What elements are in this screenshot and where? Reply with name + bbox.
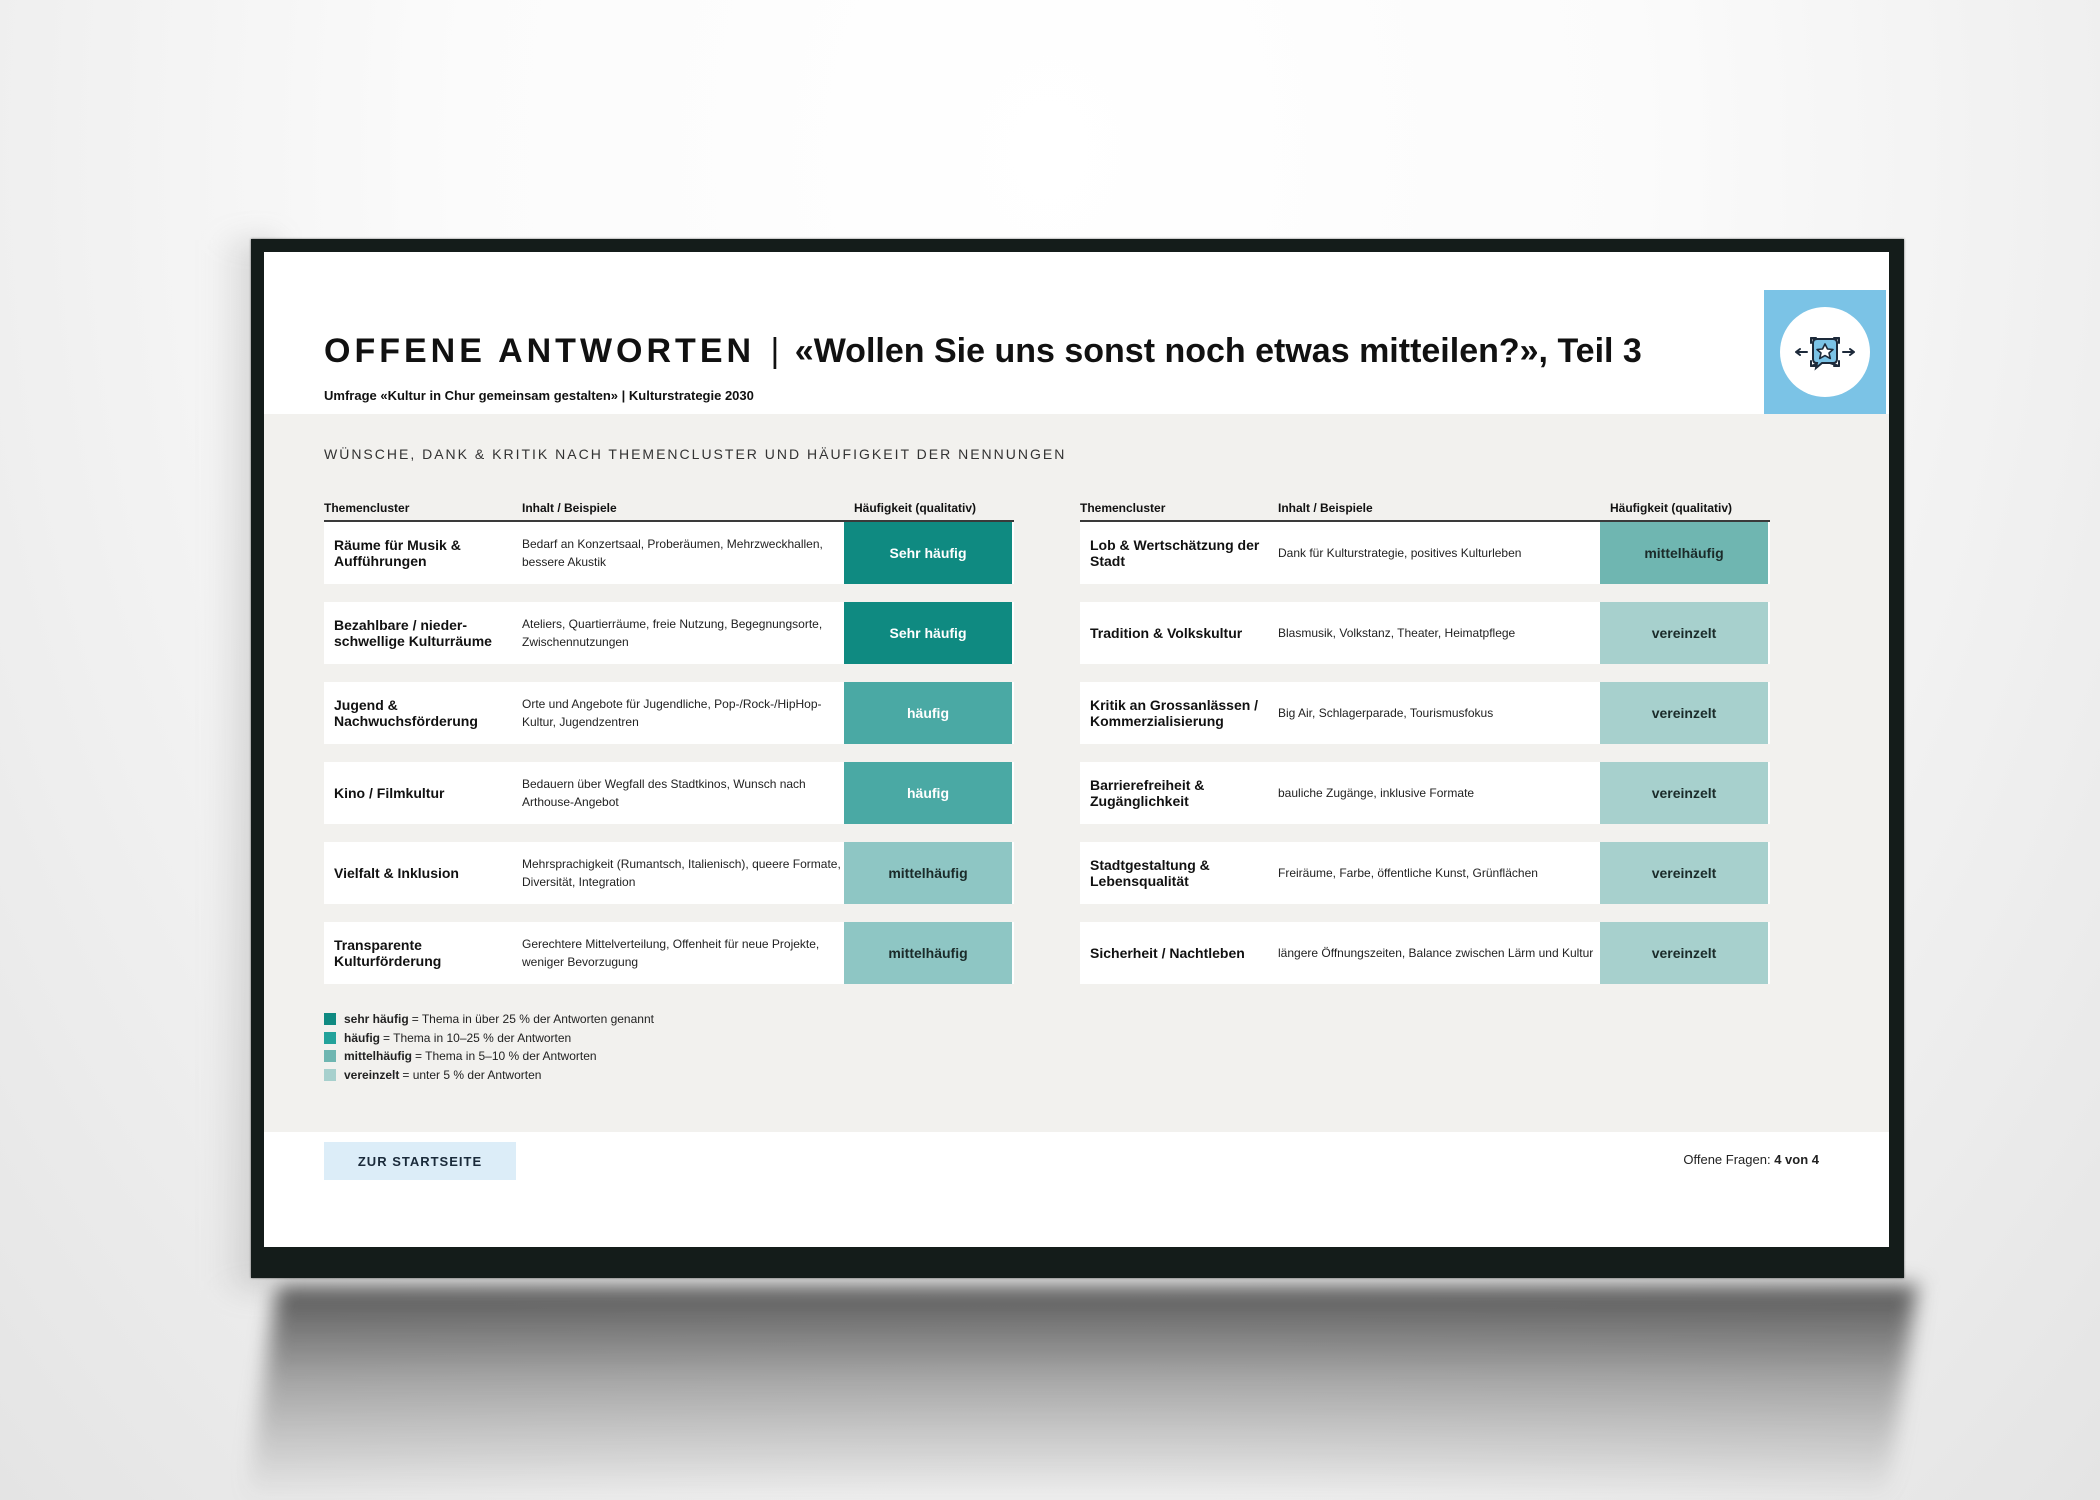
- table-row: [1080, 922, 1770, 984]
- frequency-cell: vereinzelt: [1600, 922, 1768, 984]
- slide-header: [264, 252, 1889, 414]
- table-row: [324, 602, 1014, 664]
- row-description: Gerechtere Mittelverteilung, Offenheit für neue Projekte, weniger Bevorzugung: [522, 937, 820, 969]
- frequency-cell: Sehr häufig: [844, 522, 1012, 584]
- badge-circle: [1780, 307, 1870, 397]
- legend-text: = unter 5 % der Antworten: [402, 1067, 542, 1082]
- row-description: Freiräume, Farbe, öffentliche Kunst, Grünflächen: [1278, 866, 1538, 880]
- right-table-body: [1080, 522, 1770, 984]
- legend-text: = Thema in 5–10 % der Antworten: [415, 1049, 597, 1064]
- col-topic-header: Themencluster: [324, 501, 410, 515]
- frequency-cell: vereinzelt: [1600, 602, 1768, 664]
- legend-label: sehr häufig: [344, 1012, 409, 1027]
- row-description: Blasmusik, Volkstanz, Theater, Heimatpflege: [1278, 626, 1516, 640]
- row-topic: Transparente Kulturförderung: [334, 937, 442, 969]
- frequency-cell: mittelhäufig: [1600, 522, 1768, 584]
- frequency-cell: häufig: [844, 762, 1012, 824]
- row-description: bauliche Zugänge, inklusive Formate: [1278, 786, 1475, 800]
- frequency-cell: mittelhäufig: [844, 922, 1012, 984]
- table-row: [324, 762, 1014, 824]
- pager: [1683, 1152, 1819, 1167]
- table-row: [324, 522, 1014, 584]
- legend-label: häufig: [344, 1030, 380, 1045]
- row-topic: Kritik an Grossanlässen / Kommerzialisierung: [1090, 697, 1259, 729]
- table-row: [324, 842, 1014, 904]
- row-description: Ateliers, Quartierräume, freie Nutzung, Begegnungsorte, Zwischennutzungen: [522, 617, 823, 649]
- legend-label: mittelhäufig: [344, 1049, 412, 1064]
- frequency-cell: vereinzelt: [1600, 762, 1768, 824]
- frequency-cell: vereinzelt: [1600, 682, 1768, 744]
- row-description: Bedauern über Wegfall des Stadtkinos, Wunsch nach Arthouse-Angebot: [522, 777, 806, 809]
- slide: [264, 252, 1889, 1247]
- title-separator: |: [770, 332, 780, 370]
- row-topic: Tradition & Volkskultur: [1090, 625, 1243, 641]
- legend-item: [324, 1047, 654, 1066]
- left-table: [324, 494, 1014, 1002]
- col-frequency-header: Häufigkeit (qualitativ): [1610, 501, 1733, 515]
- page-subtitle: Umfrage «Kultur in Chur gemeinsam gestalten» | Kulturstrategie 2030: [324, 388, 754, 403]
- legend-swatch: [324, 1050, 336, 1062]
- title-question: «Wollen Sie uns sonst noch etwas mitteilen?», Teil 3: [794, 332, 1642, 370]
- table-row: [1080, 762, 1770, 824]
- row-topic: Bezahlbare / nieder-schwellige Kulturräume: [334, 617, 492, 649]
- row-description: Orte und Angebote für Jugendliche, Pop-/Rock-/HipHop-Kultur, Jugendzentren: [522, 697, 822, 729]
- table-row: [1080, 602, 1770, 664]
- row-topic: Barrierefreiheit & Zugänglichkeit: [1090, 777, 1205, 809]
- row-description: Mehrsprachigkeit (Rumantsch, Italienisch), queere Formate, Diversität, Integration: [522, 857, 841, 889]
- right-table: [1080, 494, 1770, 1002]
- table-row: [1080, 522, 1770, 584]
- legend-text: = Thema in 10–25 % der Antworten: [383, 1030, 572, 1045]
- table-row: [324, 682, 1014, 744]
- row-topic: Vielfalt & Inklusion: [334, 865, 459, 881]
- legend-swatch: [324, 1069, 336, 1081]
- frequency-cell: Sehr häufig: [844, 602, 1012, 664]
- table-header: [1080, 494, 1770, 522]
- col-content-header: Inhalt / Beispiele: [1278, 501, 1373, 515]
- col-frequency-header: Häufigkeit (qualitativ): [854, 501, 977, 515]
- row-topic: Jugend & Nachwuchsförderung: [334, 697, 478, 729]
- col-topic-header: Themencluster: [1080, 501, 1166, 515]
- pager-value: 4 von 4: [1774, 1152, 1819, 1167]
- col-content-header: Inhalt / Beispiele: [522, 501, 617, 515]
- legend-item: [324, 1029, 654, 1048]
- table-header: [324, 494, 1014, 522]
- row-description: Dank für Kulturstrategie, positives Kulturleben: [1278, 546, 1522, 560]
- left-table-body: [324, 522, 1014, 984]
- row-topic: Sicherheit / Nachtleben: [1090, 945, 1245, 961]
- page-title: [324, 332, 1642, 371]
- frequency-cell: mittelhäufig: [844, 842, 1012, 904]
- chat-star-badge: [1764, 290, 1886, 414]
- section-title: WÜNSCHE, DANK & KRITIK NACH THEMENCLUSTER UND HÄUFIGKEIT DER NENNUNGEN: [324, 446, 1067, 462]
- pager-label: Offene Fragen:: [1683, 1152, 1771, 1167]
- row-description: Bedarf an Konzertsaal, Proberäumen, Mehrzweckhallen, bessere Akustik: [522, 537, 823, 569]
- row-topic: Stadtgestaltung & Lebensqualität: [1090, 857, 1210, 889]
- table-row: [1080, 842, 1770, 904]
- row-description: Big Air, Schlagerparade, Tourismusfokus: [1278, 706, 1494, 720]
- table-row: [1080, 682, 1770, 744]
- chat-star-icon: [1780, 307, 1870, 397]
- legend-label: vereinzelt: [344, 1067, 400, 1082]
- legend-item: [324, 1010, 654, 1029]
- title-caps: OFFENE ANTWORTEN: [324, 332, 756, 370]
- frequency-cell: vereinzelt: [1600, 842, 1768, 904]
- legend-item: [324, 1066, 654, 1085]
- legend-swatch: [324, 1013, 336, 1025]
- frame-shadow: [247, 1285, 1917, 1500]
- row-topic: Lob & Wertschätzung der Stadt: [1090, 537, 1260, 569]
- row-topic: Räume für Musik & Aufführungen: [334, 537, 461, 569]
- frequency-cell: häufig: [844, 682, 1012, 744]
- home-button[interactable]: ZUR STARTSEITE: [324, 1142, 516, 1180]
- slide-content: [264, 414, 1889, 1132]
- legend-text: = Thema in über 25 % der Antworten genannt: [411, 1012, 654, 1027]
- table-row: [324, 922, 1014, 984]
- row-description: längere Öffnungszeiten, Balance zwischen Lärm und Kultur: [1278, 946, 1594, 960]
- legend-swatch: [324, 1032, 336, 1044]
- row-topic: Kino / Filmkultur: [334, 785, 445, 801]
- frequency-legend: [324, 1010, 654, 1084]
